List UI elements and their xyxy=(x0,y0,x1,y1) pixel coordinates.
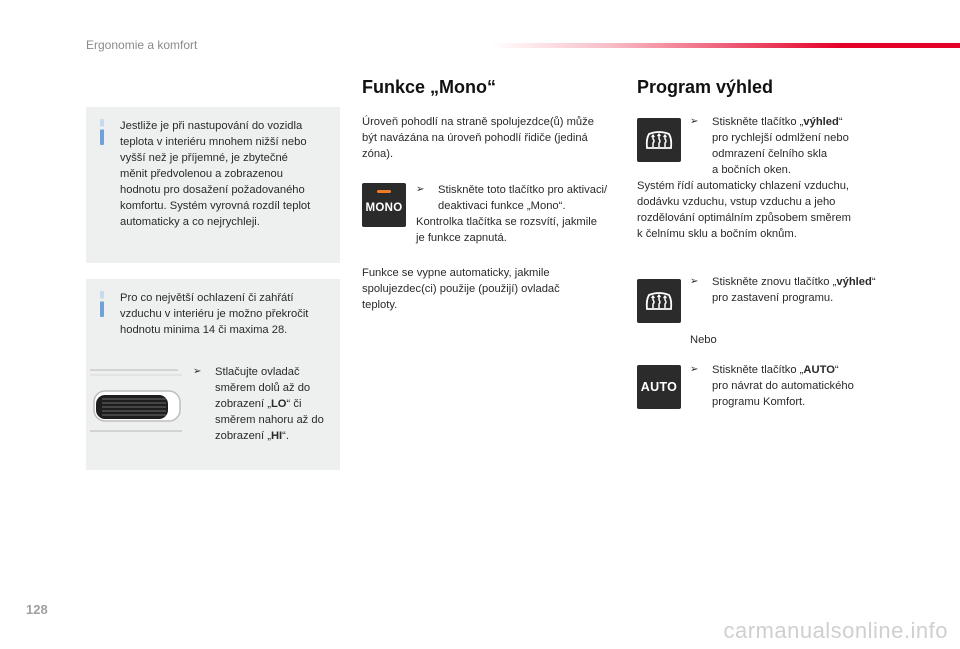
bullet-press-temperature-control: ➢ Stlačujte ovladač směrem dolů až do zobrazení „LO“ či směrem nahoru až do zobrazení „HI“. xyxy=(193,366,324,442)
info-icon xyxy=(100,291,104,317)
windscreen-demist-button-stop[interactable] xyxy=(637,279,681,323)
info-text-min-max: Pro co největší ochlazení či zahřátí vzduchu v interiéru je možno překročit hodnotu minima 14 či maxima 28. xyxy=(120,292,309,336)
info-text-preset-temperature: Jestliže je při nastupování do vozidla teplota v interiéru mnohem nižší nebo vyšší než je příjemné, je zbytečné měnit předvolenou a zobrazenou hodnotu pro dosažení požadovaného komfortu. Systém vyrovná rozdíl teplot automaticky a co nejrychleji. xyxy=(120,120,311,228)
bullet-arrow-icon: ➢ xyxy=(690,116,699,127)
mono-indicator-light xyxy=(377,190,391,193)
bullet-arrow-icon: ➢ xyxy=(193,366,202,377)
mono-section-title: Funkce „Mono“ xyxy=(362,77,496,97)
temperature-control-illustration xyxy=(88,365,184,439)
mono-auto-off-text: Funkce se vypne automaticky, jakmile spolujezdec(ci) použije (použijí) ovladač teploty. xyxy=(362,267,560,311)
mono-indicator-text: Kontrolka tlačítka se rozsvítí, jakmile je funkce zapnutá. xyxy=(416,216,597,244)
auto-button[interactable] xyxy=(637,365,681,409)
info-box-min-max-temperature xyxy=(86,279,340,470)
mono-button[interactable] xyxy=(362,183,406,227)
bullet-arrow-icon: ➢ xyxy=(690,364,699,375)
bullet-press-visibility-again: ➢ Stiskněte znovu tlačítko „výhled“ pro zastavení programu. xyxy=(690,276,876,304)
info-box-preset-temperature xyxy=(86,107,340,263)
header-accent-bar xyxy=(490,43,960,48)
mono-intro-text: Úroveň pohodlí na straně spolujezdce(ů) může být navázána na úroveň pohodlí řidiče (jediná zóna). xyxy=(362,116,594,160)
section-header: Ergonomie a komfort xyxy=(86,38,198,52)
windscreen-demist-icon xyxy=(643,288,675,314)
bullet-arrow-icon: ➢ xyxy=(690,276,699,287)
windscreen-demist-icon xyxy=(643,127,675,153)
watermark: carmanualsonline.info xyxy=(723,618,948,643)
bullet-press-auto: ➢ Stiskněte tlačítko „AUTO“ pro návrat do automatického programu Komfort. xyxy=(690,364,854,408)
or-text: Nebo xyxy=(690,334,717,346)
mono-button-label: MONO xyxy=(365,202,403,214)
page-number: 128 xyxy=(26,602,48,617)
bullet-press-mono: ➢ Stiskněte toto tlačítko pro aktivaci/ deaktivaci funkce „Mono“. xyxy=(416,184,608,212)
bullet-press-visibility: ➢ Stiskněte tlačítko „výhled“ pro rychlejší odmlžení nebo odmrazení čelního skla a bočních oken. xyxy=(690,116,849,176)
windscreen-demist-button[interactable] xyxy=(637,118,681,162)
bullet-arrow-icon: ➢ xyxy=(416,184,425,195)
auto-button-label: AUTO xyxy=(640,380,678,394)
visibility-system-text: Systém řídí automaticky chlazení vzduchu, dodávku vzduchu, vstup vzduchu a jeho rozdělování optimálním způsobem směrem k čelnímu sklu a bočním oknům. xyxy=(637,180,851,240)
info-icon xyxy=(100,119,104,145)
visibility-section-title: Program výhled xyxy=(637,77,774,97)
